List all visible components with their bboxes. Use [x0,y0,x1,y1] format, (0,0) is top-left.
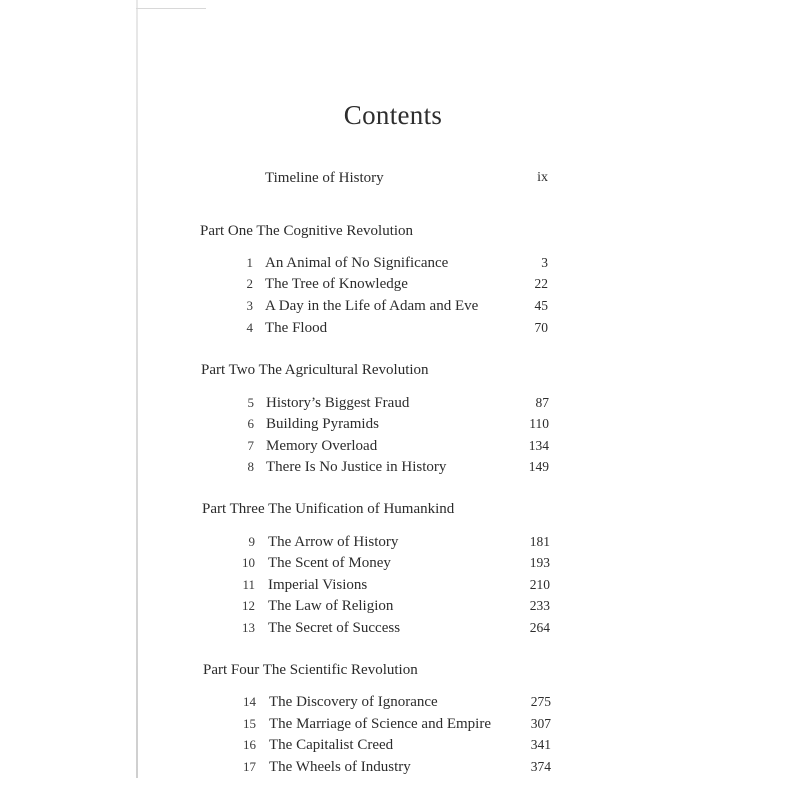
chapter-number: 11 [242,577,255,592]
toc-entry [0,532,800,552]
toc-entry [0,393,800,413]
chapter-title: Imperial Visions [268,577,368,593]
chapter-number: 17 [243,759,256,774]
chapter-title: The Marriage of Science and Empire [269,716,491,732]
chapter-number: 2 [246,276,253,291]
chapter-number: 16 [243,737,256,752]
chapter-title: The Flood [265,320,328,336]
chapter-number: 12 [242,598,255,613]
chapter-title: The Discovery of Ignorance [269,694,438,710]
toc-entry [0,575,800,595]
chapter-page: 181 [529,534,550,549]
contents-title: Contents [343,100,443,130]
part-heading: Part Three The Unification of Humankind [202,501,455,517]
chapter-page: 70 [534,320,548,335]
toc-entry [0,618,800,638]
toc-entry [0,735,800,755]
toc-entry [0,274,800,294]
chapter-title: There Is No Justice in History [266,459,447,475]
chapter-page: 45 [534,298,548,313]
chapter-page: 233 [529,598,550,613]
toc-entry [0,757,800,777]
chapter-page: 307 [530,716,551,731]
chapter-number: 9 [248,534,255,549]
toc-front-entry [0,168,800,188]
chapter-page: 110 [529,416,549,431]
toc-entry [0,714,800,734]
part-heading: Part Two The Agricultural Revolution [201,362,429,378]
chapter-page: 264 [529,620,550,635]
chapter-number: 14 [243,694,256,709]
toc-front-page: ix [537,170,548,185]
chapter-title: The Arrow of History [268,534,399,550]
chapter-number: 3 [246,298,253,313]
chapter-number: 6 [247,416,254,431]
chapter-title: The Law of Religion [268,598,394,614]
chapter-number: 8 [247,459,254,474]
toc-entry [0,436,800,456]
toc-entry [0,296,800,316]
chapter-page: 3 [541,255,548,270]
chapter-page: 275 [530,694,551,709]
chapter-title: Building Pyramids [266,416,379,432]
toc-front-label: Timeline of History [265,170,384,186]
chapter-number: 10 [242,555,255,570]
chapter-title: The Capitalist Creed [269,737,394,753]
chapter-page: 341 [530,737,551,752]
toc-entry [0,596,800,616]
chapter-number: 13 [242,620,255,635]
chapter-page: 149 [528,459,549,474]
part-heading: Part One The Cognitive Revolution [200,223,414,239]
chapter-page: 22 [534,276,548,291]
chapter-title: A Day in the Life of Adam and Eve [265,298,479,314]
chapter-page: 374 [530,759,551,774]
chapter-title: The Tree of Knowledge [265,276,408,292]
chapter-title: The Scent of Money [268,555,391,571]
chapter-page: 193 [529,555,550,570]
chapter-title: An Animal of No Significance [265,255,449,271]
part-heading: Part Four The Scientific Revolution [203,662,418,678]
toc-entry [0,318,800,338]
chapter-number: 15 [243,716,256,731]
scan-edge-top [136,8,206,9]
toc-entry [0,253,800,273]
chapter-page: 87 [535,395,549,410]
toc-entry [0,692,800,712]
chapter-number: 4 [246,320,253,335]
chapter-title: Memory Overload [266,438,378,454]
chapter-page: 210 [529,577,550,592]
chapter-number: 7 [247,438,254,453]
chapter-title: History’s Biggest Fraud [266,395,410,411]
chapter-title: The Secret of Success [268,620,401,636]
chapter-title: The Wheels of Industry [269,759,411,775]
chapter-page: 134 [528,438,549,453]
chapter-number: 1 [246,255,253,270]
toc-entry [0,414,800,434]
chapter-number: 5 [247,395,254,410]
toc-entry [0,553,800,573]
toc-entry [0,457,800,477]
